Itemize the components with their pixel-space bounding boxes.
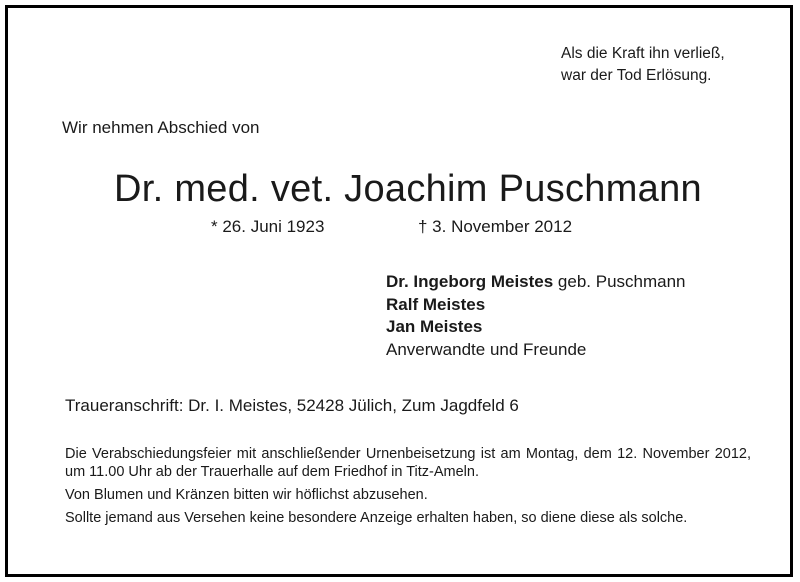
ceremony-paragraph: Die Verabschiedungsfeier mit anschließender Urnenbeisetzung ist am Montag, dem 12. November 2012, um 11.00 Uhr ab der Trauerhalle auf dem Friedhof in Titz-Ameln. xyxy=(65,446,751,480)
ceremony-details xyxy=(65,445,751,532)
mourner-name: Dr. Ingeborg Meistes xyxy=(386,272,554,291)
intro-text: Wir nehmen Abschied von xyxy=(62,118,260,137)
motto-line-2: war der Tod Erlösung. xyxy=(561,67,712,84)
mourner-item xyxy=(386,316,686,339)
deceased-name: Dr. med. vet. Joachim Puschmann xyxy=(114,168,702,210)
death-date: † 3. November 2012 xyxy=(418,217,573,236)
mourner-suffix: geb. Puschmann xyxy=(553,272,686,291)
mourner-item xyxy=(386,271,686,294)
birth-date: * 26. Juni 1923 xyxy=(211,217,325,236)
motto-line-1: Als die Kraft ihn verließ, xyxy=(561,45,725,62)
obituary-notice xyxy=(5,5,793,577)
notice-paragraph: Sollte jemand aus Versehen keine besondere Anzeige erhalten haben, so diene diese als solche. xyxy=(65,510,688,526)
mourning-address: Traueranschrift: Dr. I. Meistes, 52428 Jülich, Zum Jagdfeld 6 xyxy=(65,396,519,415)
flowers-paragraph: Von Blumen und Kränzen bitten wir höflichst abzusehen. xyxy=(65,487,428,503)
motto-quote xyxy=(561,43,725,87)
mourner-name: Ralf Meistes xyxy=(386,294,486,314)
relatives-line: Anverwandte und Freunde xyxy=(386,339,587,359)
mourner-name: Jan Meistes xyxy=(386,317,483,336)
mourners-list xyxy=(386,271,686,361)
mourner-item xyxy=(386,294,686,317)
